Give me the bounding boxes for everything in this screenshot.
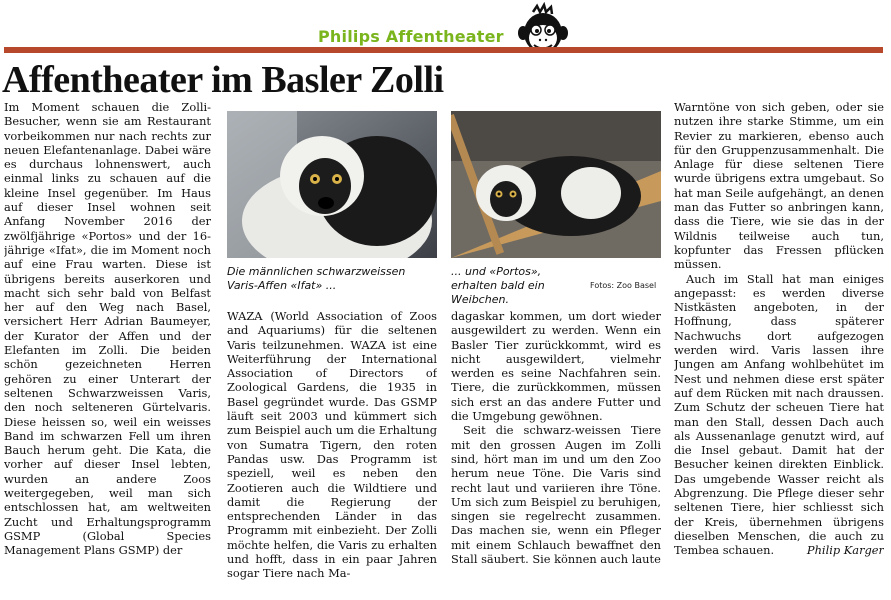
article-column-4 [674, 100, 884, 594]
rubric-header [0, 0, 891, 60]
photo-caption-portos: ... und «Portos», erhalten bald ein Weibchen. [451, 265, 545, 306]
article-column-3 [451, 309, 661, 594]
author-signature: Philip Karger [806, 543, 884, 558]
paragraph: WAZA (World Association of Zoos and Aquariums) für die seltenen Varis teilzunehmen. WAZA ist eine Weiterführung der International Association of Directors of Zoological Gardens, die 1935 in Basel gegründet wurde. Das GSMP läuft seit 2003 und kümmert sich zum Beispiel auch um die Erhaltung von Sumatra Tigern, den roten Pandas usw. Das Programm ist speziell, weil es neben den Zootieren auch die Wildtiere und damit die Regierung der entsprechenden Länder in das Programm mit einbezieht. Der Zolli möchte helfen, die Varis zu erhalten und hofft, dass in ein paar Jahren sogar Tiere nach Ma- [227, 309, 437, 581]
rubric-label: Philips Affentheater [318, 27, 504, 46]
article-headline: Affentheater im Basler Zolli [2, 59, 444, 101]
paragraph: Seit die schwarz-weissen Tiere mit den grossen Augen im Zolli sind, hört man im und um den Zoo herum neue Töne. Die Varis sind recht laut und variieren ihre Töne. Um sich zum Beispiel zu beruhigen, singen sie regelrecht zusammen. Das machen sie, wenn ein Pfleger mit einem Schlauch bewaffnet den Stall säubert. Sie können auch laute [451, 423, 661, 567]
paragraph: dagaskar kommen, um dort wieder ausgewildert zu werden. Wenn ein Basler Tier zurückkommt, wird es nicht ausgewildert, vielmehr werden es seine Nachfahren sein. Tiere, die zurückkommen, müssen sich erst an das andere Futter und die Umgebung gewöhnen. [451, 309, 661, 424]
lemur-photo-ifat [227, 111, 437, 258]
lemur-photo-portos [451, 111, 661, 258]
rubric-divider [4, 47, 883, 53]
article-column-1 [4, 100, 211, 594]
article-column-2 [227, 309, 437, 594]
paragraph-text: Auch im Stall hat man einiges angepasst: es werden diverse Nistkästen angeboten, in der Hoffnung, dass späterer Nachwuchs dort aufgezogen werden wird. Varis lassen ihre Jungen am Anfang wohlbehütet im Nest und nehmen diese erst später auf dem Rücken mit nach draussen. Zum Schutz der scheuen Tiere hat man den Stall, dessen Dach auch als Aussenanlage genutzt wird, auf die Insel gebaut. Damit hat der Besucher keinen direkten Einblick. Das umgebende Wasser reicht als Abgrenzung. Die Pflege dieser sehr seltenen Tiere, hier schliesst sich der Kreis, übernehmen übrigens dieselben Menschen, die auch zu Tembea schauen. [674, 271, 884, 558]
paragraph: Warntöne von sich geben, oder sie nutzen ihre starke Stimme, um ein Revier zu markieren, ebenso auch für den Gruppenzusammenhalt. Die Anlage für diese seltenen Tiere wurde übrigens extra umgebaut. So hat man Seile aufgehängt, an denen man das Futter so anbringen kann, dass die Tiere, wie sie das in der Wildnis teilweise auch tun, kopfunter das Fressen pflücken müssen. [674, 100, 884, 272]
photo-caption-ifat: Die männlichen schwarzweissen Varis-Affen «Ifat» ... [227, 265, 406, 292]
paragraph [674, 272, 884, 558]
photo-credit: Fotos: Zoo Basel [590, 281, 657, 290]
paragraph: Im Moment schauen die Zolli-Besucher, wenn sie am Restaurant vorbeikommen nur nach rechts zur neuen Elefantenanlage. Dabei wäre es durchaus lohnenswert, auch einmal links zu schauen auf die kleine Insel gegenüber. Im Haus auf dieser Insel wohnen seit Anfang November 2016 der zwölfjährige «Portos» und der 16-jährige «Ifat», die im Moment noch auf eine Frau warten. Diese ist übrigens bereits auserkoren und macht sich sehr bald von Belfast her auf den Weg nach Basel, versichert Herr Adrian Baumeyer, der Kurator der Affen und der Elefanten im Zolli. Die beiden schön gezeichneten Herren gehören zu einer Unterart der seltenen Schwarzweissen Varis, den noch selteneren Gürtelvaris. Diese heissen so, weil ein weisses Band im schwarzen Fell um ihren Bauch herum geht. Die Kata, die vorher auf dieser Insel lebten, wurden an andere Zoos weitergegeben, weil man sich entschlossen hat, am weltweiten Zucht und Erhaltungsprogramm GSMP (Global Species Management Plans GSMP) der [4, 100, 211, 558]
